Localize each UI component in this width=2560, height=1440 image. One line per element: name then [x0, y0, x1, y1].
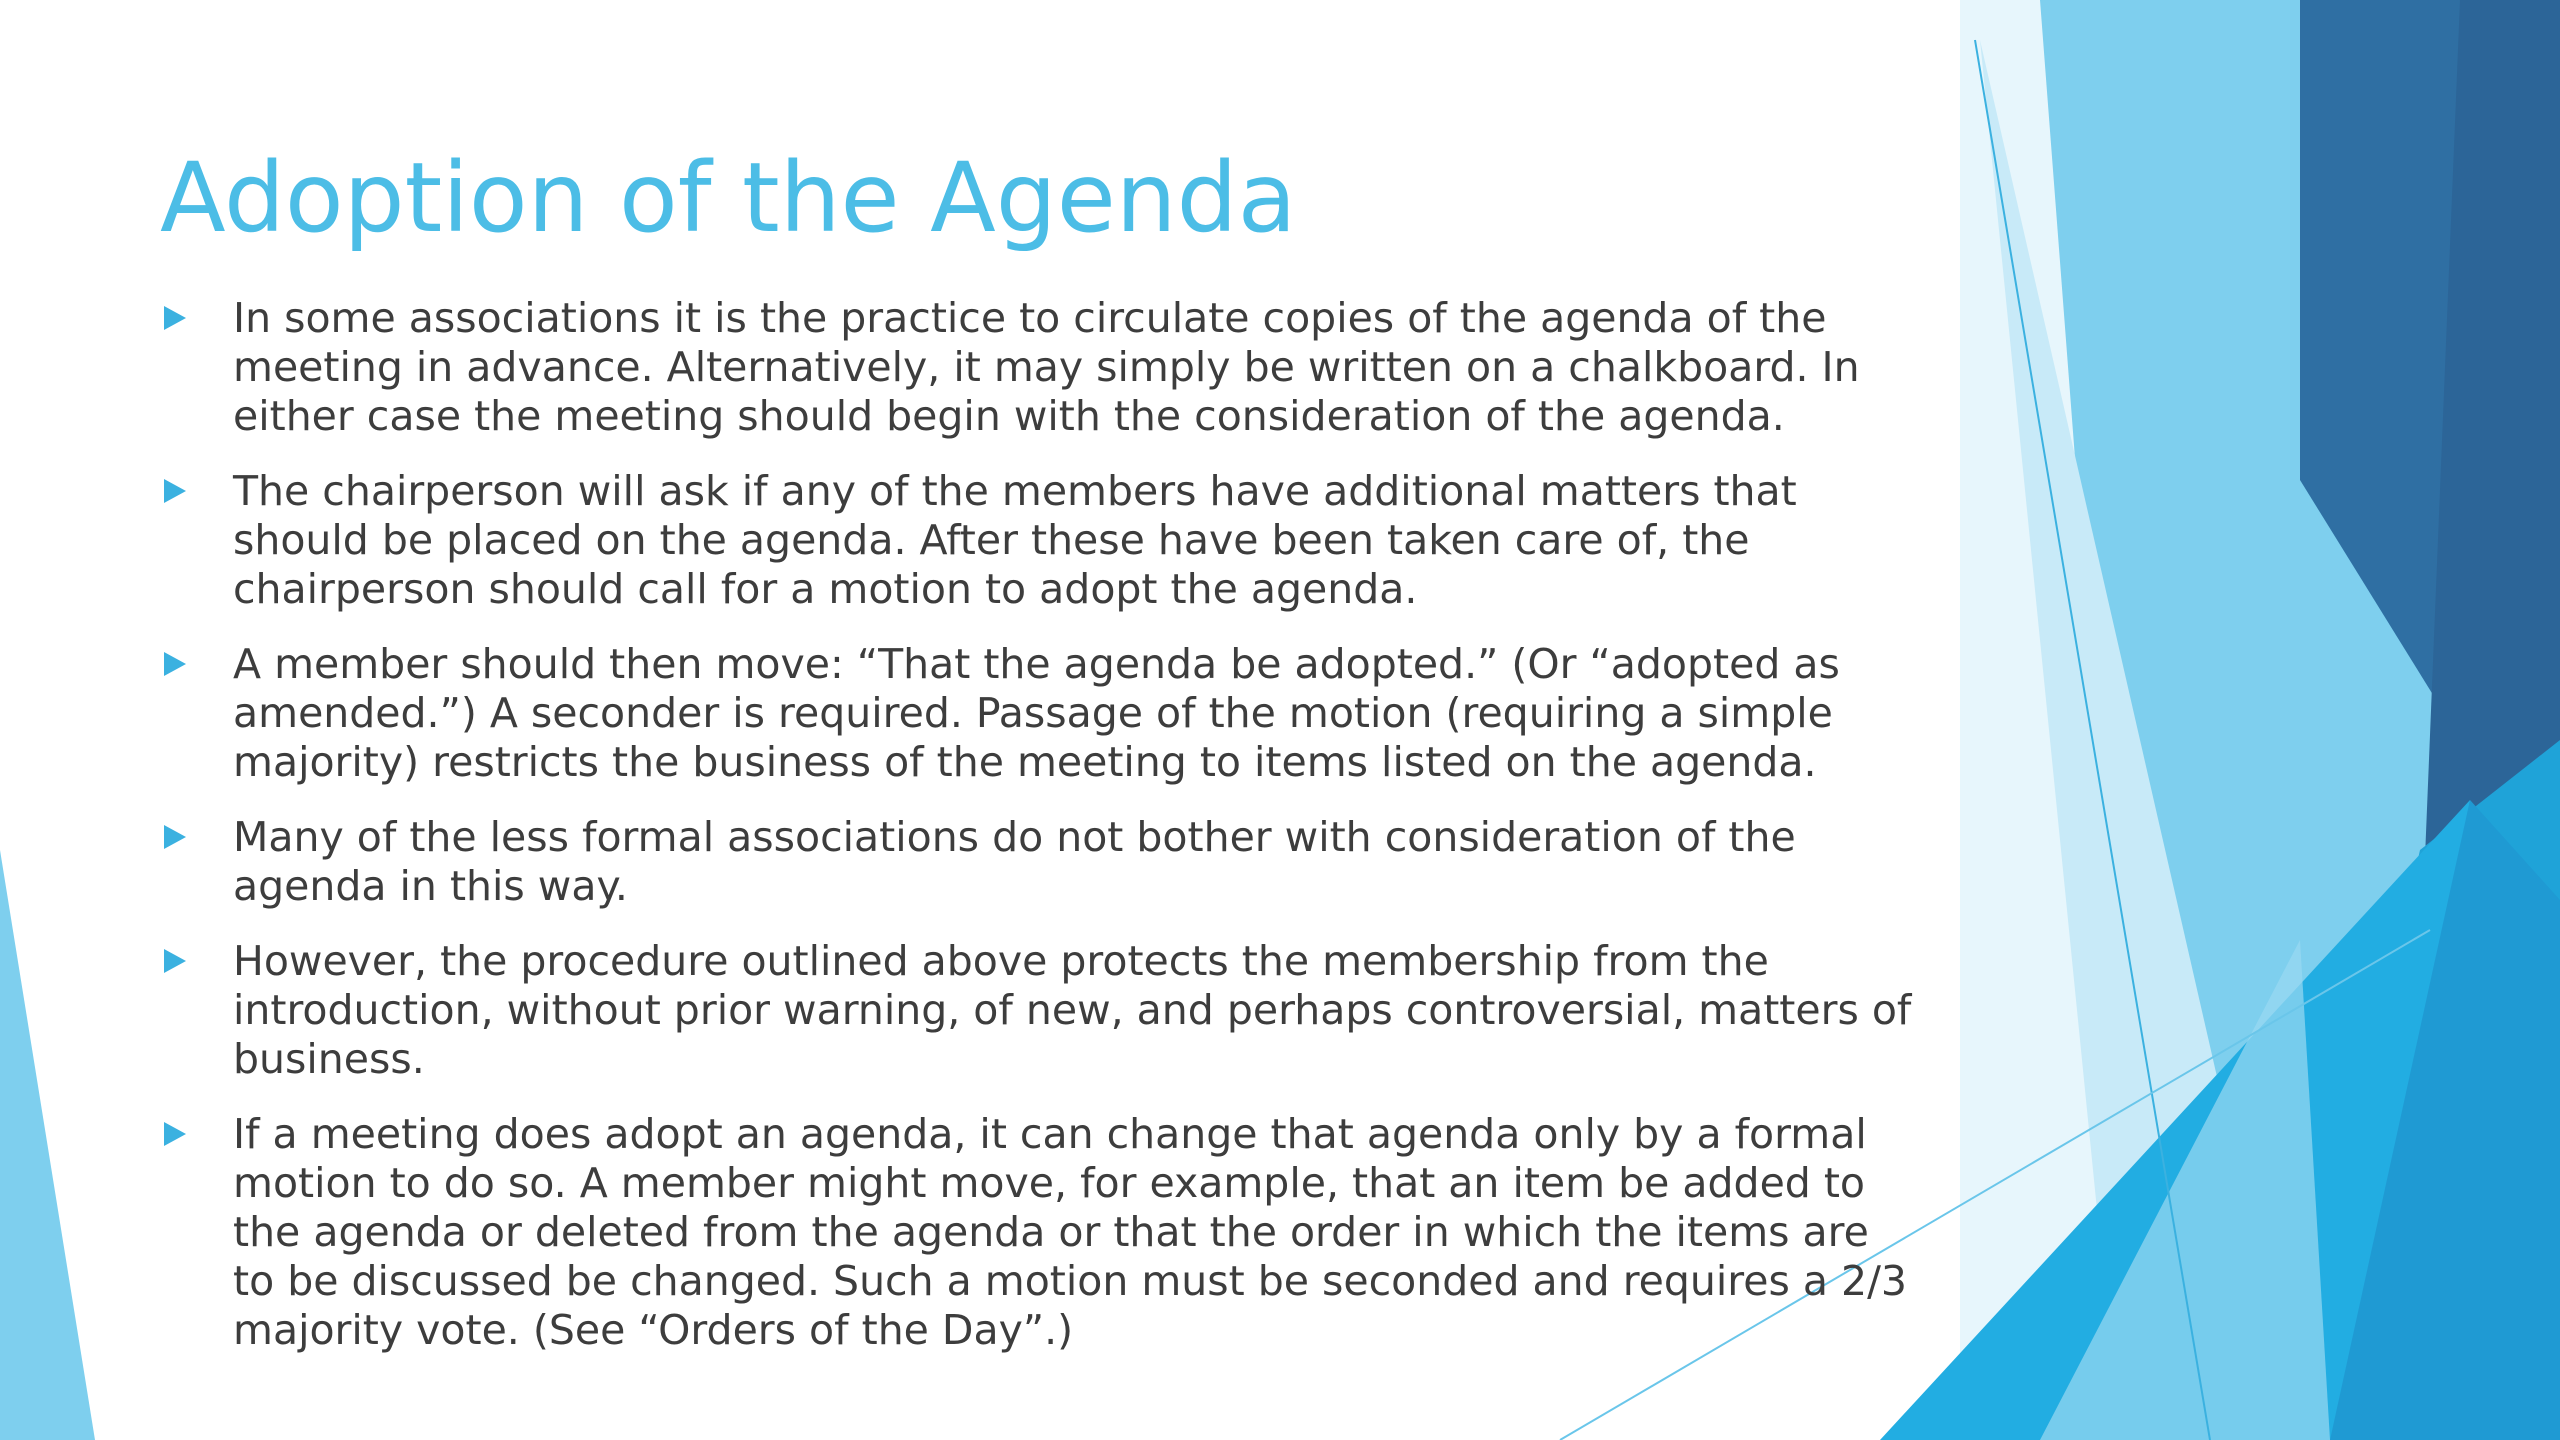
bullet-item: [160, 813, 1920, 911]
slide-title: Adoption of the Agenda: [160, 142, 1297, 254]
bullet-text: A member should then move: “That the agenda be adopted.” (Or “adopted as amended.”) A seconder is required. Passage of the motion (requiring a simple majority) restricts the business of the meeting to items listed on the agenda.: [233, 640, 1840, 786]
bullet-text: If a meeting does adopt an agenda, it can change that agenda only by a formal motion to do so. A member might move, for example, that an item be added to the agenda or deleted from the agenda or that the order in which the items are to be discussed be changed. Such a motion must be seconded and requires a 2/3 majority vote. (See “Orders of the Day”.): [233, 1110, 1908, 1354]
triangle-right-icon: [164, 652, 186, 676]
bullet-text: The chairperson will ask if any of the members have additional matters that should be placed on the agenda. After these have been taken care of, the chairperson should call for a motion to adopt the agenda.: [233, 467, 1797, 613]
bullet-item: [160, 937, 1920, 1084]
bullet-item: [160, 640, 1920, 787]
bullet-list: [160, 294, 1920, 1381]
bullet-text: In some associations it is the practice to circulate copies of the agenda of the meeting in advance. Alternatively, it may simply be written on a chalkboard. In either case the meeting should begin with the consideration of the agenda.: [233, 294, 1860, 440]
bullet-text: Many of the less formal associations do not bother with consideration of the agenda in this way.: [233, 813, 1796, 910]
bullet-item: [160, 294, 1920, 441]
triangle-right-icon: [164, 1122, 186, 1146]
bullet-item: [160, 467, 1920, 614]
triangle-right-icon: [164, 306, 186, 330]
triangle-right-icon: [164, 949, 186, 973]
left-edge-shape: [0, 850, 95, 1440]
triangle-right-icon: [164, 825, 186, 849]
bullet-item: [160, 1110, 1920, 1355]
triangle-right-icon: [164, 479, 186, 503]
bullet-text: However, the procedure outlined above protects the membership from the introduction, without prior warning, of new, and perhaps controversial, matters of business.: [233, 937, 1912, 1083]
